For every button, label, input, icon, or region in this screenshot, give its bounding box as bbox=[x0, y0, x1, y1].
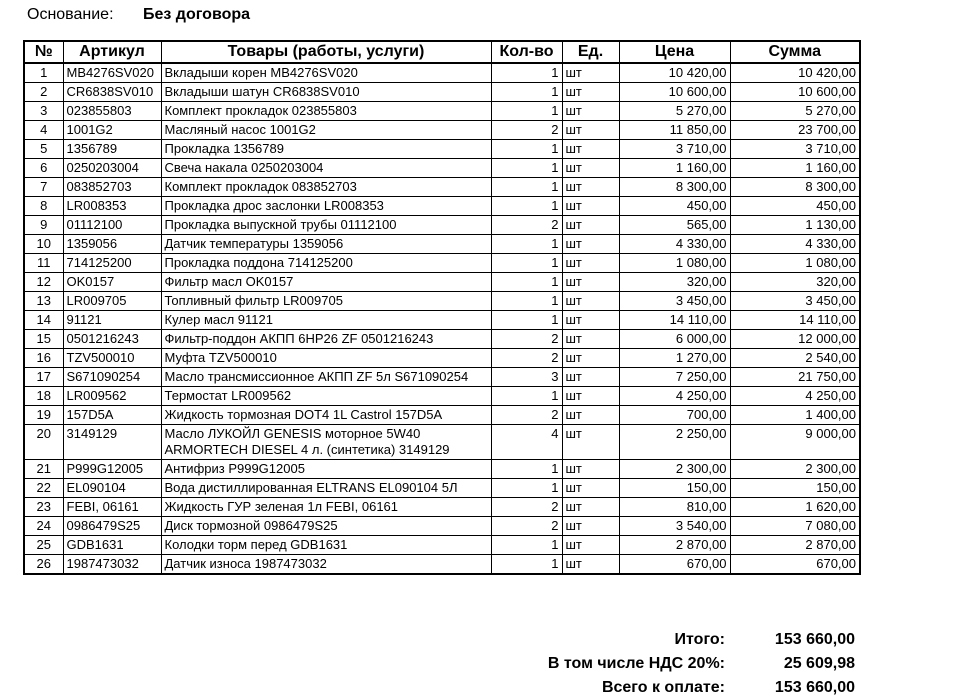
row-price: 7 250,00 bbox=[619, 368, 730, 387]
row-price: 10 600,00 bbox=[619, 83, 730, 102]
row-sum: 450,00 bbox=[730, 197, 860, 216]
row-sum: 12 000,00 bbox=[730, 330, 860, 349]
row-article: 1356789 bbox=[63, 140, 161, 159]
row-number: 5 bbox=[24, 140, 63, 159]
row-quantity: 1 bbox=[491, 254, 562, 273]
row-sum: 5 270,00 bbox=[730, 102, 860, 121]
row-number: 17 bbox=[24, 368, 63, 387]
row-price: 1 270,00 bbox=[619, 349, 730, 368]
row-quantity: 2 bbox=[491, 406, 562, 425]
header-unit: Ед. bbox=[562, 41, 619, 63]
row-price: 5 270,00 bbox=[619, 102, 730, 121]
row-quantity: 1 bbox=[491, 536, 562, 555]
row-article: 083852703 bbox=[63, 178, 161, 197]
row-quantity: 1 bbox=[491, 460, 562, 479]
row-quantity: 2 bbox=[491, 121, 562, 140]
row-sum: 2 870,00 bbox=[730, 536, 860, 555]
row-article: P999G12005 bbox=[63, 460, 161, 479]
totals-block bbox=[548, 628, 855, 700]
row-sum: 1 080,00 bbox=[730, 254, 860, 273]
row-number: 15 bbox=[24, 330, 63, 349]
row-number: 3 bbox=[24, 102, 63, 121]
row-goods: Масло трансмиссионное АКПП ZF 5л S671090254 bbox=[161, 368, 491, 387]
row-number: 22 bbox=[24, 479, 63, 498]
header-quantity: Кол-во bbox=[491, 41, 562, 63]
row-goods: Прокладка выпускной трубы 01112100 bbox=[161, 216, 491, 235]
row-price: 565,00 bbox=[619, 216, 730, 235]
basis-label: Основание: bbox=[27, 6, 114, 23]
row-price: 2 300,00 bbox=[619, 460, 730, 479]
row-sum: 4 330,00 bbox=[730, 235, 860, 254]
basis-value: Без договора bbox=[143, 6, 251, 23]
table-row bbox=[24, 368, 860, 387]
table-row bbox=[24, 178, 860, 197]
header-sum: Сумма bbox=[730, 41, 860, 63]
row-number: 18 bbox=[24, 387, 63, 406]
row-sum: 320,00 bbox=[730, 273, 860, 292]
row-unit: шт bbox=[562, 102, 619, 121]
header-price: Цена bbox=[619, 41, 730, 63]
row-article: 1987473032 bbox=[63, 555, 161, 575]
row-goods: Масляный насос 1001G2 bbox=[161, 121, 491, 140]
row-number: 16 bbox=[24, 349, 63, 368]
row-goods: Жидкость ГУР зеленая 1л FEBI, 06161 bbox=[161, 498, 491, 517]
row-price: 320,00 bbox=[619, 273, 730, 292]
row-quantity: 2 bbox=[491, 216, 562, 235]
table-row bbox=[24, 216, 860, 235]
row-number: 7 bbox=[24, 178, 63, 197]
row-goods: Термостат LR009562 bbox=[161, 387, 491, 406]
row-goods: Масло ЛУКОЙЛ GENESIS моторное 5W40 ARMORTECH DIESEL 4 л. (синтетика) 3149129 bbox=[161, 425, 491, 460]
row-article: 91121 bbox=[63, 311, 161, 330]
row-price: 3 710,00 bbox=[619, 140, 730, 159]
basis-line bbox=[27, 6, 250, 24]
row-sum: 23 700,00 bbox=[730, 121, 860, 140]
row-sum: 10 600,00 bbox=[730, 83, 860, 102]
row-unit: шт bbox=[562, 197, 619, 216]
row-sum: 7 080,00 bbox=[730, 517, 860, 536]
row-goods: Комплект прокладок 083852703 bbox=[161, 178, 491, 197]
row-article: 0986479S25 bbox=[63, 517, 161, 536]
row-number: 13 bbox=[24, 292, 63, 311]
row-sum: 1 620,00 bbox=[730, 498, 860, 517]
row-number: 23 bbox=[24, 498, 63, 517]
table-row bbox=[24, 425, 860, 460]
row-article: MB4276SV020 bbox=[63, 63, 161, 83]
row-goods: Колодки торм перед GDB1631 bbox=[161, 536, 491, 555]
row-price: 11 850,00 bbox=[619, 121, 730, 140]
row-goods: Прокладка поддона 714125200 bbox=[161, 254, 491, 273]
row-unit: шт bbox=[562, 330, 619, 349]
table-row bbox=[24, 498, 860, 517]
row-sum: 14 110,00 bbox=[730, 311, 860, 330]
row-goods: Топливный фильтр LR009705 bbox=[161, 292, 491, 311]
row-price: 150,00 bbox=[619, 479, 730, 498]
row-unit: шт bbox=[562, 368, 619, 387]
items-table bbox=[23, 40, 861, 575]
row-sum: 1 160,00 bbox=[730, 159, 860, 178]
row-sum: 1 400,00 bbox=[730, 406, 860, 425]
total-label: Итого: bbox=[674, 631, 725, 648]
row-article: EL090104 bbox=[63, 479, 161, 498]
row-price: 10 420,00 bbox=[619, 63, 730, 83]
row-article: OK0157 bbox=[63, 273, 161, 292]
row-sum: 9 000,00 bbox=[730, 425, 860, 460]
total-value: 153 660,00 bbox=[774, 631, 855, 648]
row-unit: шт bbox=[562, 460, 619, 479]
row-quantity: 1 bbox=[491, 102, 562, 121]
row-quantity: 1 bbox=[491, 479, 562, 498]
row-sum: 21 750,00 bbox=[730, 368, 860, 387]
row-quantity: 3 bbox=[491, 368, 562, 387]
row-quantity: 2 bbox=[491, 349, 562, 368]
row-number: 19 bbox=[24, 406, 63, 425]
row-quantity: 2 bbox=[491, 517, 562, 536]
row-article: 157D5A bbox=[63, 406, 161, 425]
row-unit: шт bbox=[562, 555, 619, 575]
row-quantity: 1 bbox=[491, 235, 562, 254]
total-row bbox=[548, 628, 855, 652]
row-unit: шт bbox=[562, 425, 619, 460]
row-article: LR009705 bbox=[63, 292, 161, 311]
table-row bbox=[24, 517, 860, 536]
row-sum: 3 710,00 bbox=[730, 140, 860, 159]
row-article: 3149129 bbox=[63, 425, 161, 460]
row-sum: 1 130,00 bbox=[730, 216, 860, 235]
row-quantity: 1 bbox=[491, 140, 562, 159]
row-unit: шт bbox=[562, 273, 619, 292]
row-unit: шт bbox=[562, 498, 619, 517]
table-row bbox=[24, 460, 860, 479]
row-unit: шт bbox=[562, 406, 619, 425]
row-number: 4 bbox=[24, 121, 63, 140]
row-article: 0250203004 bbox=[63, 159, 161, 178]
row-sum: 4 250,00 bbox=[730, 387, 860, 406]
row-article: S671090254 bbox=[63, 368, 161, 387]
table-row bbox=[24, 197, 860, 216]
table-header-row bbox=[24, 41, 860, 63]
row-article: LR008353 bbox=[63, 197, 161, 216]
row-article: 023855803 bbox=[63, 102, 161, 121]
row-unit: шт bbox=[562, 178, 619, 197]
row-number: 25 bbox=[24, 536, 63, 555]
row-number: 14 bbox=[24, 311, 63, 330]
table-row bbox=[24, 387, 860, 406]
row-article: 0501216243 bbox=[63, 330, 161, 349]
row-unit: шт bbox=[562, 387, 619, 406]
row-unit: шт bbox=[562, 159, 619, 178]
header-goods: Товары (работы, услуги) bbox=[161, 41, 491, 63]
row-goods: Вкладыши корен MB4276SV020 bbox=[161, 63, 491, 83]
row-goods: Кулер масл 91121 bbox=[161, 311, 491, 330]
row-article: TZV500010 bbox=[63, 349, 161, 368]
row-number: 8 bbox=[24, 197, 63, 216]
row-quantity: 1 bbox=[491, 178, 562, 197]
table-row bbox=[24, 140, 860, 159]
table-row bbox=[24, 102, 860, 121]
row-quantity: 2 bbox=[491, 498, 562, 517]
row-number: 20 bbox=[24, 425, 63, 460]
header-number: № bbox=[24, 41, 63, 63]
row-sum: 150,00 bbox=[730, 479, 860, 498]
row-price: 2 250,00 bbox=[619, 425, 730, 460]
row-sum: 2 300,00 bbox=[730, 460, 860, 479]
row-quantity: 4 bbox=[491, 425, 562, 460]
table-row bbox=[24, 555, 860, 575]
row-article: 1359056 bbox=[63, 235, 161, 254]
vat-row bbox=[548, 652, 855, 676]
row-article: FEBI, 06161 bbox=[63, 498, 161, 517]
row-price: 2 870,00 bbox=[619, 536, 730, 555]
row-unit: шт bbox=[562, 349, 619, 368]
table-row bbox=[24, 292, 860, 311]
table-row bbox=[24, 83, 860, 102]
row-quantity: 1 bbox=[491, 311, 562, 330]
row-goods: Датчик температуры 1359056 bbox=[161, 235, 491, 254]
row-price: 3 450,00 bbox=[619, 292, 730, 311]
row-number: 26 bbox=[24, 555, 63, 575]
row-quantity: 1 bbox=[491, 273, 562, 292]
row-unit: шт bbox=[562, 254, 619, 273]
row-number: 1 bbox=[24, 63, 63, 83]
row-goods: Комплект прокладок 023855803 bbox=[161, 102, 491, 121]
row-price: 1 160,00 bbox=[619, 159, 730, 178]
row-goods: Свеча накала 0250203004 bbox=[161, 159, 491, 178]
row-price: 700,00 bbox=[619, 406, 730, 425]
row-price: 1 080,00 bbox=[619, 254, 730, 273]
row-unit: шт bbox=[562, 517, 619, 536]
row-goods: Муфта TZV500010 bbox=[161, 349, 491, 368]
row-sum: 10 420,00 bbox=[730, 63, 860, 83]
table-row bbox=[24, 479, 860, 498]
row-number: 24 bbox=[24, 517, 63, 536]
row-number: 6 bbox=[24, 159, 63, 178]
row-goods: Фильтр масл OK0157 bbox=[161, 273, 491, 292]
row-number: 2 bbox=[24, 83, 63, 102]
row-unit: шт bbox=[562, 63, 619, 83]
row-sum: 2 540,00 bbox=[730, 349, 860, 368]
table-row bbox=[24, 63, 860, 83]
table-row bbox=[24, 330, 860, 349]
row-quantity: 1 bbox=[491, 159, 562, 178]
row-quantity: 1 bbox=[491, 63, 562, 83]
row-unit: шт bbox=[562, 140, 619, 159]
row-unit: шт bbox=[562, 216, 619, 235]
row-price: 6 000,00 bbox=[619, 330, 730, 349]
row-quantity: 2 bbox=[491, 330, 562, 349]
row-sum: 8 300,00 bbox=[730, 178, 860, 197]
row-article: LR009562 bbox=[63, 387, 161, 406]
vat-label: В том числе НДС 20%: bbox=[547, 655, 725, 672]
row-unit: шт bbox=[562, 479, 619, 498]
row-number: 12 bbox=[24, 273, 63, 292]
vat-value: 25 609,98 bbox=[783, 655, 855, 672]
table-row bbox=[24, 254, 860, 273]
row-price: 810,00 bbox=[619, 498, 730, 517]
table-row bbox=[24, 273, 860, 292]
row-price: 670,00 bbox=[619, 555, 730, 575]
row-goods: Фильтр-поддон АКПП 6HP26 ZF 0501216243 bbox=[161, 330, 491, 349]
items-table-body bbox=[24, 63, 860, 574]
row-price: 450,00 bbox=[619, 197, 730, 216]
row-number: 10 bbox=[24, 235, 63, 254]
row-unit: шт bbox=[562, 83, 619, 102]
row-sum: 3 450,00 bbox=[730, 292, 860, 311]
row-number: 9 bbox=[24, 216, 63, 235]
row-article: 1001G2 bbox=[63, 121, 161, 140]
row-unit: шт bbox=[562, 311, 619, 330]
row-quantity: 1 bbox=[491, 197, 562, 216]
row-article: 714125200 bbox=[63, 254, 161, 273]
table-row bbox=[24, 235, 860, 254]
row-quantity: 1 bbox=[491, 83, 562, 102]
row-goods: Антифриз P999G12005 bbox=[161, 460, 491, 479]
table-row bbox=[24, 311, 860, 330]
row-unit: шт bbox=[562, 121, 619, 140]
table-row bbox=[24, 159, 860, 178]
grand-total-label: Всего к оплате: bbox=[601, 679, 725, 696]
row-price: 3 540,00 bbox=[619, 517, 730, 536]
row-price: 4 250,00 bbox=[619, 387, 730, 406]
row-price: 8 300,00 bbox=[619, 178, 730, 197]
row-unit: шт bbox=[562, 536, 619, 555]
row-article: 01112100 bbox=[63, 216, 161, 235]
row-goods: Датчик износа 1987473032 bbox=[161, 555, 491, 575]
header-article: Артикул bbox=[63, 41, 161, 63]
row-unit: шт bbox=[562, 292, 619, 311]
table-row bbox=[24, 121, 860, 140]
grand-total-value: 153 660,00 bbox=[774, 679, 855, 696]
grand-total-row bbox=[548, 676, 855, 700]
row-goods: Диск тормозной 0986479S25 bbox=[161, 517, 491, 536]
row-goods: Прокладка дрос заслонки LR008353 bbox=[161, 197, 491, 216]
row-quantity: 1 bbox=[491, 292, 562, 311]
row-goods: Прокладка 1356789 bbox=[161, 140, 491, 159]
row-goods: Жидкость тормозная DOT4 1L Castrol 157D5A bbox=[161, 406, 491, 425]
row-sum: 670,00 bbox=[730, 555, 860, 575]
row-quantity: 1 bbox=[491, 387, 562, 406]
table-row bbox=[24, 349, 860, 368]
row-number: 11 bbox=[24, 254, 63, 273]
row-goods: Вода дистиллированная ELTRANS EL090104 5Л bbox=[161, 479, 491, 498]
row-article: GDB1631 bbox=[63, 536, 161, 555]
row-quantity: 1 bbox=[491, 555, 562, 575]
row-goods: Вкладыши шатун CR6838SV010 bbox=[161, 83, 491, 102]
row-unit: шт bbox=[562, 235, 619, 254]
table-row bbox=[24, 406, 860, 425]
table-row bbox=[24, 536, 860, 555]
row-price: 4 330,00 bbox=[619, 235, 730, 254]
row-article: CR6838SV010 bbox=[63, 83, 161, 102]
row-number: 21 bbox=[24, 460, 63, 479]
row-price: 14 110,00 bbox=[619, 311, 730, 330]
